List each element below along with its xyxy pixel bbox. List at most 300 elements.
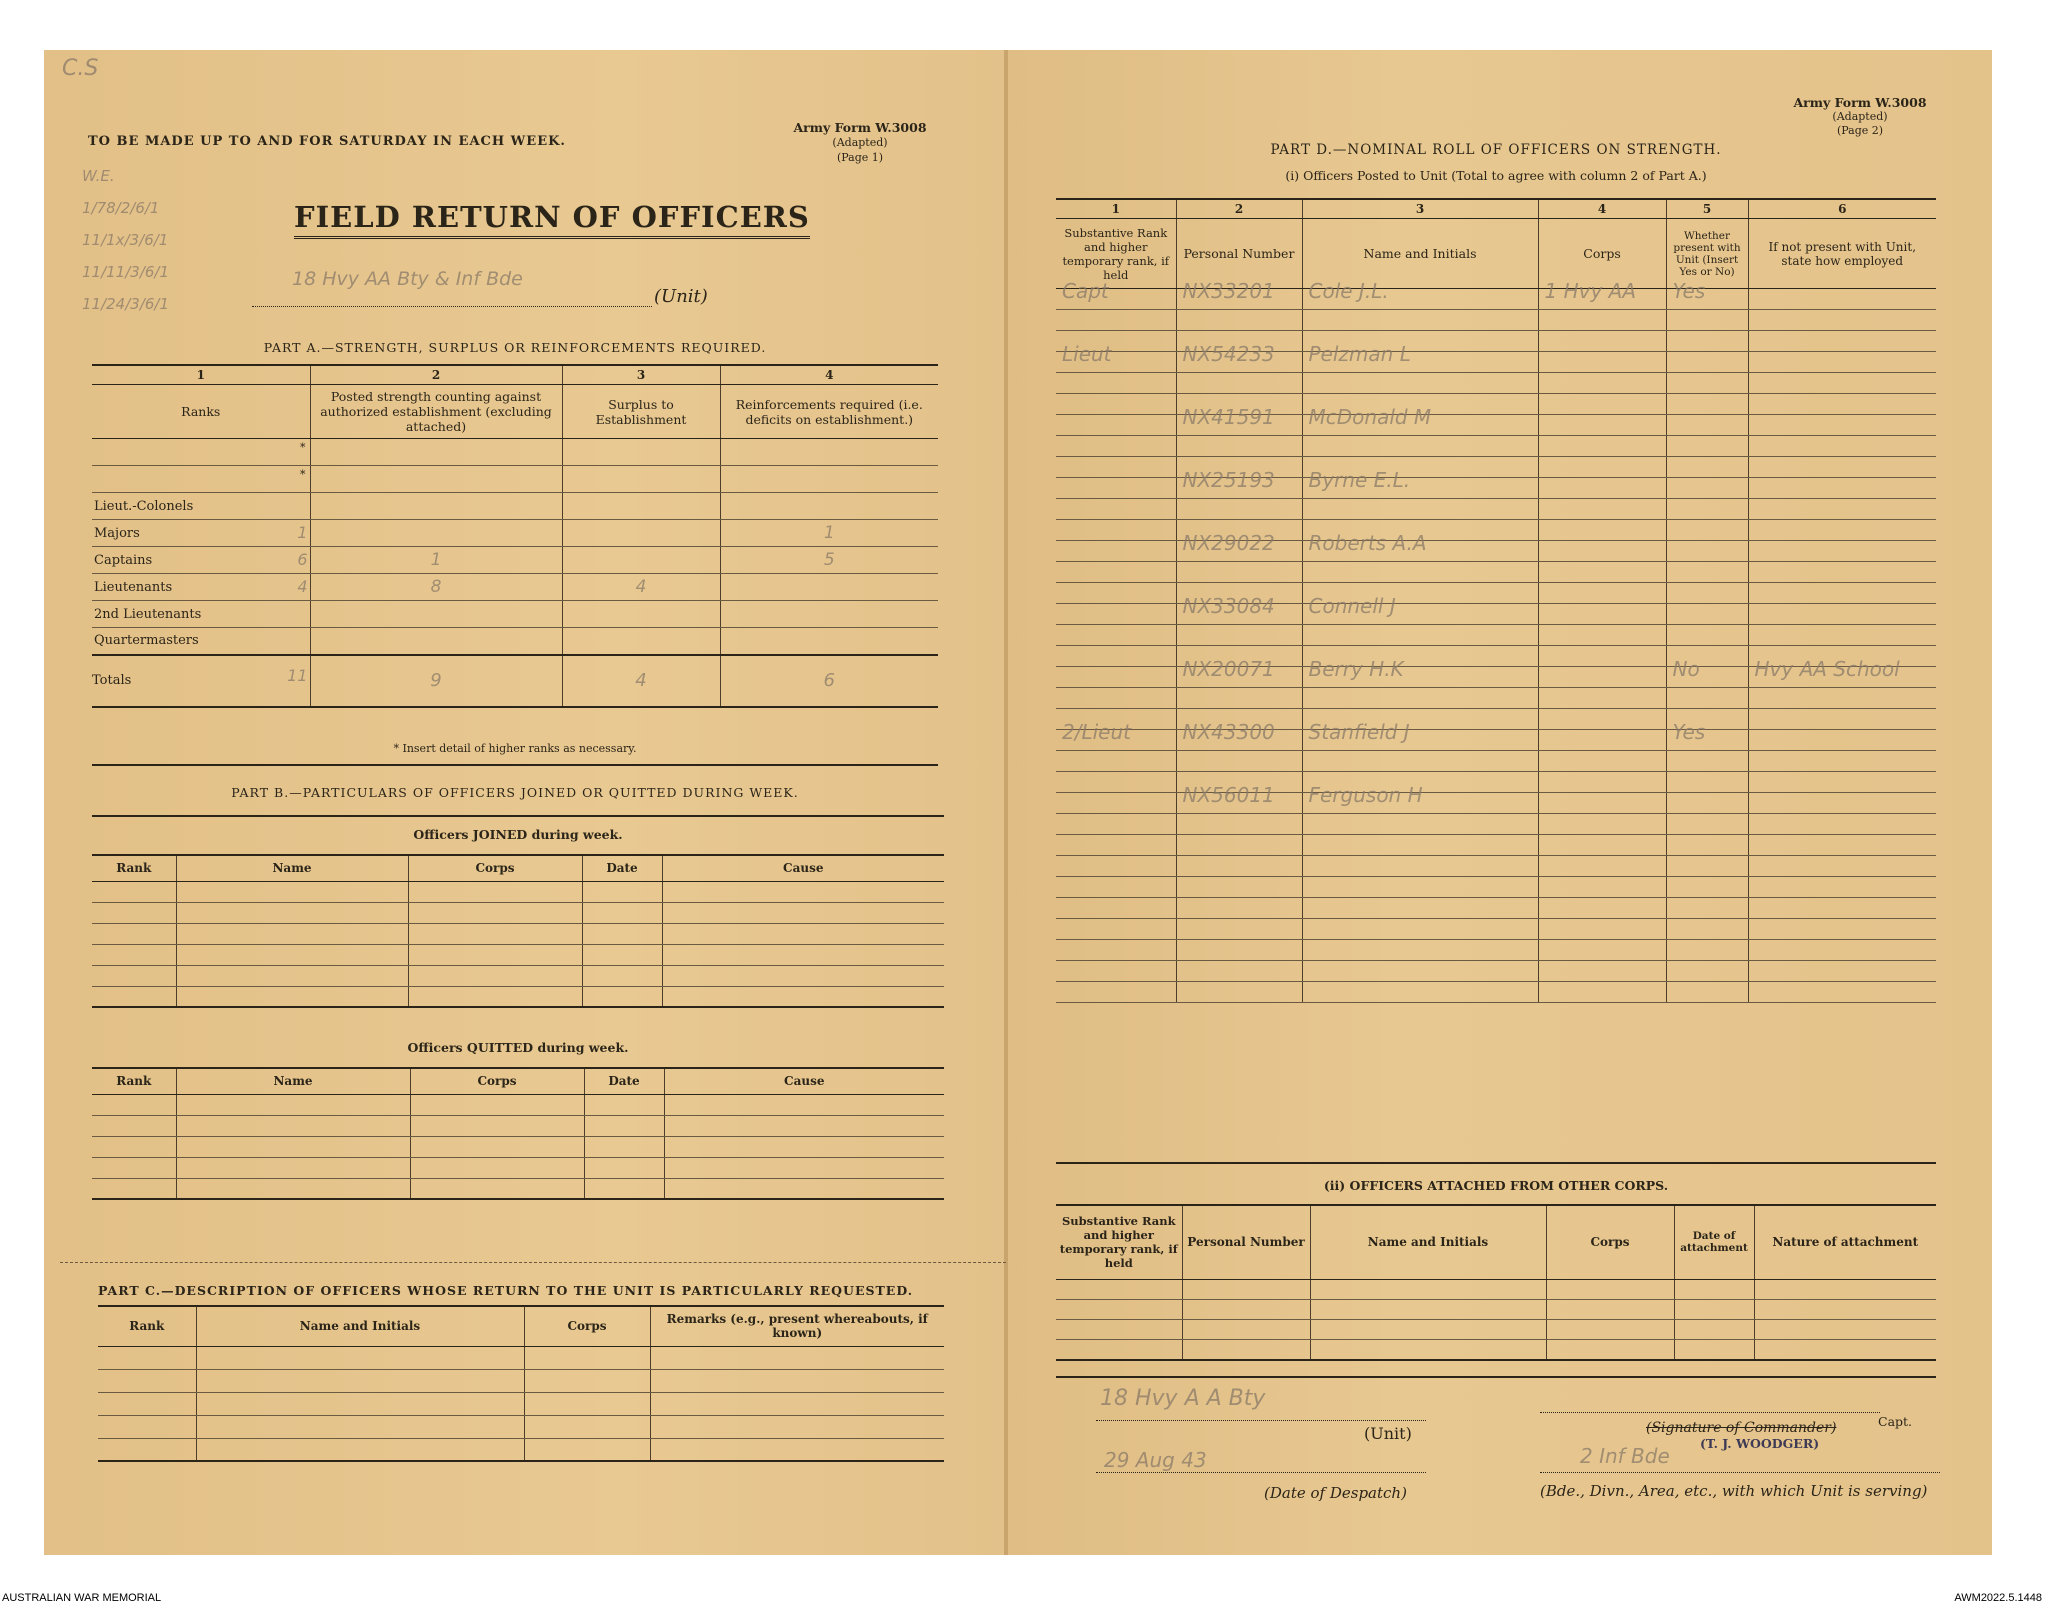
table-cell xyxy=(664,1115,944,1136)
col-header-posted: Posted strength counting against authorized establishment (excluding attached) xyxy=(310,385,562,439)
rank-cell xyxy=(92,493,310,520)
margin-note: W.E. xyxy=(82,167,115,185)
part-b-heading: PART B.—PARTICULARS OF OFFICERS JOINED OR QUITTED DURING WEEK. xyxy=(231,785,799,800)
rank-cell xyxy=(92,466,310,493)
corps-cell xyxy=(1538,688,1666,709)
name-cell xyxy=(1302,531,1538,562)
table-row xyxy=(1056,562,1936,583)
corps-cell xyxy=(1538,877,1666,898)
part-d-ii-table xyxy=(1056,1204,1936,1361)
col-header-name-initials: Name and Initials xyxy=(1302,219,1538,289)
employed-cell xyxy=(1748,625,1936,646)
table-cell xyxy=(196,1369,524,1392)
number-cell xyxy=(1176,835,1302,856)
number-cell xyxy=(1176,310,1302,331)
present-cell xyxy=(1666,688,1748,709)
number-cell xyxy=(1176,562,1302,583)
totals-row xyxy=(92,655,938,707)
present-cell xyxy=(1666,478,1748,499)
table-cell xyxy=(176,1115,410,1136)
corps-cell xyxy=(1538,436,1666,457)
employed-cell xyxy=(1748,877,1936,898)
table-row xyxy=(1056,856,1936,877)
present-cell xyxy=(1666,279,1748,310)
count-cell xyxy=(310,655,562,707)
table-cell xyxy=(1674,1299,1754,1319)
name-cell xyxy=(1302,783,1538,814)
hand-rank: Capt xyxy=(1062,279,1109,303)
form-line1: Army Form W.3008 xyxy=(793,120,927,135)
number-cell xyxy=(1176,531,1302,562)
corps-cell xyxy=(1538,961,1666,982)
quitted-title: Officers QUITTED during week. xyxy=(407,1040,629,1055)
margin-note: 11/24/3/6/1 xyxy=(82,295,170,313)
table-cell xyxy=(524,1346,650,1369)
name-cell xyxy=(1302,751,1538,772)
col-number: 5 xyxy=(1666,199,1748,219)
col-header-nature-attachment: Nature of attachment xyxy=(1754,1205,1936,1279)
rank-cell xyxy=(1056,457,1176,478)
corps-cell xyxy=(1538,793,1666,814)
rank-cell xyxy=(1056,919,1176,940)
count-cell xyxy=(720,520,938,547)
table-row xyxy=(92,574,938,601)
table-cell xyxy=(92,965,176,986)
table-cell xyxy=(584,1115,664,1136)
employed-cell xyxy=(1748,562,1936,583)
table-row xyxy=(1056,982,1936,1003)
employed-cell xyxy=(1748,583,1936,604)
table-cell xyxy=(410,1178,584,1199)
table-row xyxy=(1056,604,1936,625)
count-cell xyxy=(562,493,720,520)
instruction-text: TO BE MADE UP TO AND FOR SATURDAY IN EACH WEEK. xyxy=(88,134,566,149)
unit-handwritten: 18 Hvy AA Bty & Inf Bde xyxy=(292,268,523,290)
hand-count: 1 xyxy=(823,523,835,543)
corps-cell xyxy=(1538,751,1666,772)
table-cell xyxy=(1546,1299,1674,1319)
employed-cell xyxy=(1748,541,1936,562)
present-cell xyxy=(1666,720,1748,751)
hand-number: NX56011 xyxy=(1182,783,1275,807)
table-row xyxy=(92,881,944,902)
number-cell xyxy=(1176,751,1302,772)
col-header-rank: Rank xyxy=(92,1068,176,1094)
rank-cell xyxy=(1056,646,1176,667)
employed-cell xyxy=(1748,919,1936,940)
hand-name: Ferguson H xyxy=(1308,783,1423,807)
hand-name: Cole J.L. xyxy=(1308,279,1389,303)
count-cell xyxy=(562,520,720,547)
employed-cell xyxy=(1748,499,1936,520)
table-cell xyxy=(92,1115,176,1136)
employed-cell xyxy=(1748,352,1936,373)
table-row xyxy=(92,1178,944,1199)
col-header-ranks: Ranks xyxy=(92,385,310,439)
rank-cell xyxy=(1056,394,1176,415)
part-a-heading: PART A.—STRENGTH, SURPLUS OR REINFORCEMENTS REQUIRED. xyxy=(263,340,767,355)
count-cell xyxy=(562,655,720,707)
number-cell xyxy=(1176,594,1302,625)
employed-cell xyxy=(1748,604,1936,625)
table-cell xyxy=(92,902,176,923)
rank-cell xyxy=(1056,310,1176,331)
table-row xyxy=(1056,1339,1936,1360)
rank-label: Lieut.-Colonels xyxy=(94,498,194,514)
number-cell xyxy=(1176,720,1302,751)
employed-cell xyxy=(1748,940,1936,961)
corps-cell xyxy=(1538,541,1666,562)
table-cell xyxy=(92,944,176,965)
count-cell xyxy=(720,439,938,466)
table-cell xyxy=(1182,1299,1310,1319)
table-cell xyxy=(650,1438,944,1461)
table-cell xyxy=(662,923,944,944)
corps-cell xyxy=(1538,457,1666,478)
count-cell xyxy=(720,601,938,628)
number-cell xyxy=(1176,342,1302,373)
table-cell xyxy=(176,923,408,944)
table-cell xyxy=(1310,1319,1546,1339)
employed-cell xyxy=(1748,688,1936,709)
table-row xyxy=(1056,730,1936,751)
table-cell xyxy=(582,986,662,1007)
hand-count: 6 xyxy=(823,670,835,691)
hand-number: NX25193 xyxy=(1182,468,1275,492)
joined-table xyxy=(92,854,944,1008)
hand-rank: Lieut xyxy=(1062,342,1112,366)
rank-cell xyxy=(92,628,310,655)
count-cell xyxy=(720,466,938,493)
present-cell xyxy=(1666,814,1748,835)
number-cell xyxy=(1176,688,1302,709)
table-row xyxy=(1056,877,1936,898)
present-cell xyxy=(1666,982,1748,1003)
table-cell xyxy=(1754,1279,1936,1299)
hand-present: Yes xyxy=(1672,720,1706,744)
number-cell xyxy=(1176,982,1302,1003)
corps-cell xyxy=(1538,646,1666,667)
table-cell xyxy=(98,1369,196,1392)
name-cell xyxy=(1302,657,1538,688)
margin-note: 11/1x/3/6/1 xyxy=(82,231,169,249)
table-cell xyxy=(1182,1279,1310,1299)
table-cell xyxy=(196,1346,524,1369)
part-d-table xyxy=(1056,198,1936,1003)
col-number: 4 xyxy=(1538,199,1666,219)
table-cell xyxy=(1546,1319,1674,1339)
col-header-name: Name xyxy=(176,855,408,881)
col-header-substantive-rank: Substantive Rank and higher temporary rank, if held xyxy=(1056,219,1176,289)
corps-cell xyxy=(1538,352,1666,373)
count-cell xyxy=(310,547,562,574)
form-line2: (Adapted) xyxy=(1832,110,1888,123)
rank-cell xyxy=(1056,856,1176,877)
count-cell xyxy=(720,574,938,601)
hand-corps: 1 Hvy AA xyxy=(1544,279,1637,303)
count-cell xyxy=(310,520,562,547)
rank-cell xyxy=(1056,877,1176,898)
corps-cell xyxy=(1538,394,1666,415)
hand-count: 6 xyxy=(297,550,308,569)
hand-count: 11 xyxy=(287,665,308,685)
count-cell xyxy=(562,466,720,493)
present-cell xyxy=(1666,856,1748,877)
col-header-name-initials: Name and Initials xyxy=(1310,1205,1546,1279)
table-cell xyxy=(1056,1299,1182,1319)
table-row xyxy=(92,1094,944,1115)
table-cell xyxy=(176,1094,410,1115)
table-row xyxy=(1056,1279,1936,1299)
employed-cell xyxy=(1748,730,1936,751)
name-cell xyxy=(1302,594,1538,625)
number-cell xyxy=(1176,405,1302,436)
present-cell xyxy=(1666,520,1748,541)
totals-cell xyxy=(92,655,310,707)
totals-label: Totals xyxy=(92,673,132,688)
hand-name: Pelzman L xyxy=(1308,342,1411,366)
quitted-table xyxy=(92,1067,944,1200)
number-cell xyxy=(1176,436,1302,457)
rank-cell xyxy=(1056,793,1176,814)
employed-cell xyxy=(1748,657,1936,688)
rank-cell xyxy=(1056,814,1176,835)
hand-name: Roberts A.A xyxy=(1308,531,1427,555)
table-cell xyxy=(176,1136,410,1157)
table-cell xyxy=(410,1094,584,1115)
table-cell xyxy=(1056,1319,1182,1339)
table-cell xyxy=(650,1392,944,1415)
table-cell xyxy=(582,881,662,902)
part-d-rows xyxy=(1056,279,1936,1003)
corps-cell xyxy=(1538,940,1666,961)
col-header-date-attachment: Date of attachment xyxy=(1674,1205,1754,1279)
col-number: 2 xyxy=(1176,199,1302,219)
present-cell xyxy=(1666,352,1748,373)
corps-cell xyxy=(1538,331,1666,352)
table-cell xyxy=(582,902,662,923)
rank-cell xyxy=(1056,541,1176,562)
col-number: 4 xyxy=(720,365,938,385)
table-cell xyxy=(1310,1279,1546,1299)
present-cell xyxy=(1666,583,1748,604)
number-cell xyxy=(1176,877,1302,898)
table-cell xyxy=(1674,1279,1754,1299)
table-cell xyxy=(582,923,662,944)
number-cell xyxy=(1176,856,1302,877)
form-number-left xyxy=(780,120,940,165)
rank-cell xyxy=(1056,279,1176,310)
col-header-personal-number: Personal Number xyxy=(1176,219,1302,289)
table-row xyxy=(98,1346,944,1369)
col-header-corps: Corps xyxy=(1546,1205,1674,1279)
name-cell xyxy=(1302,961,1538,982)
rank-cell xyxy=(1056,415,1176,436)
bde-handwritten: 2 Inf Bde xyxy=(1580,1444,1670,1468)
employed-cell xyxy=(1748,415,1936,436)
table-cell xyxy=(176,944,408,965)
count-cell xyxy=(310,574,562,601)
number-cell xyxy=(1176,919,1302,940)
col-number: 2 xyxy=(310,365,562,385)
rank-cell xyxy=(1056,898,1176,919)
table-cell xyxy=(662,881,944,902)
table-cell xyxy=(1546,1339,1674,1360)
hand-count: 4 xyxy=(635,670,647,691)
corps-cell xyxy=(1538,730,1666,751)
table-cell xyxy=(92,1157,176,1178)
page-fold xyxy=(1004,50,1008,1555)
table-row xyxy=(92,944,944,965)
table-cell xyxy=(408,902,582,923)
unit-handwritten-footer: 18 Hvy A A Bty xyxy=(1100,1386,1266,1411)
table-row xyxy=(1056,898,1936,919)
table-cell xyxy=(92,1094,176,1115)
hand-name: Stanfield J xyxy=(1308,720,1410,744)
table-cell xyxy=(582,965,662,986)
table-cell xyxy=(1674,1319,1754,1339)
table-row xyxy=(1056,415,1936,436)
table-row xyxy=(92,923,944,944)
table-cell xyxy=(584,1157,664,1178)
part-c-table xyxy=(98,1305,944,1462)
present-cell xyxy=(1666,772,1748,793)
rank-cell xyxy=(1056,835,1176,856)
col-number: 1 xyxy=(1056,199,1176,219)
hand-count: 5 xyxy=(823,550,835,570)
employed-cell xyxy=(1748,394,1936,415)
count-cell xyxy=(562,601,720,628)
name-cell xyxy=(1302,982,1538,1003)
star-marker: * xyxy=(300,441,306,454)
hand-count: 1 xyxy=(297,523,308,542)
table-cell xyxy=(1754,1299,1936,1319)
name-cell xyxy=(1302,720,1538,751)
form-line3: (Page 1) xyxy=(836,151,884,164)
table-row xyxy=(1056,835,1936,856)
rank-cell xyxy=(92,439,310,466)
rank-cell xyxy=(1056,940,1176,961)
table-cell xyxy=(1754,1339,1936,1360)
table-row xyxy=(1056,814,1936,835)
table-cell xyxy=(92,923,176,944)
count-cell xyxy=(310,601,562,628)
table-cell xyxy=(1182,1339,1310,1360)
table-cell xyxy=(1310,1339,1546,1360)
employed-cell xyxy=(1748,793,1936,814)
employed-cell xyxy=(1748,751,1936,772)
count-cell xyxy=(720,628,938,655)
employed-cell xyxy=(1748,982,1936,1003)
name-cell xyxy=(1302,310,1538,331)
table-cell xyxy=(408,986,582,1007)
number-cell xyxy=(1176,783,1302,814)
employed-cell xyxy=(1748,373,1936,394)
corps-cell xyxy=(1538,898,1666,919)
table-row xyxy=(92,1157,944,1178)
corps-cell xyxy=(1538,279,1666,310)
rank-cell xyxy=(1056,751,1176,772)
signature-line xyxy=(1540,1412,1880,1413)
table-cell xyxy=(92,881,176,902)
name-cell xyxy=(1302,688,1538,709)
hand-number: NX54233 xyxy=(1182,342,1275,366)
rank-cell xyxy=(1056,961,1176,982)
col-header-corps: Corps xyxy=(1538,219,1666,289)
employed-cell xyxy=(1748,457,1936,478)
table-row xyxy=(1056,961,1936,982)
present-cell xyxy=(1666,898,1748,919)
employed-cell xyxy=(1748,436,1936,457)
table-cell xyxy=(584,1178,664,1199)
employed-cell xyxy=(1748,961,1936,982)
employed-cell xyxy=(1748,898,1936,919)
present-cell xyxy=(1666,562,1748,583)
present-cell xyxy=(1666,436,1748,457)
table-cell xyxy=(92,986,176,1007)
table-cell xyxy=(176,986,408,1007)
number-cell xyxy=(1176,657,1302,688)
employed-cell xyxy=(1748,772,1936,793)
name-cell xyxy=(1302,898,1538,919)
table-cell xyxy=(662,965,944,986)
part-c-heading: PART C.—DESCRIPTION OF OFFICERS WHOSE RETURN TO THE UNIT IS PARTICULARLY REQUESTED. xyxy=(98,1283,914,1298)
rank-label: 2nd Lieutenants xyxy=(94,606,202,622)
table-cell xyxy=(408,881,582,902)
present-cell xyxy=(1666,625,1748,646)
unit-dotted-line xyxy=(1096,1420,1426,1421)
table-row xyxy=(92,1136,944,1157)
count-cell xyxy=(562,547,720,574)
present-cell xyxy=(1666,415,1748,436)
table-cell xyxy=(664,1157,944,1178)
employed-cell xyxy=(1748,289,1936,310)
hand-present: Yes xyxy=(1672,279,1706,303)
divider xyxy=(1056,1162,1936,1164)
col-header-reinforcements: Reinforcements required (i.e. deficits on establishment.) xyxy=(720,385,938,439)
corps-cell xyxy=(1538,310,1666,331)
employed-cell xyxy=(1748,478,1936,499)
table-cell xyxy=(524,1392,650,1415)
table-row xyxy=(1056,478,1936,499)
table-cell xyxy=(662,902,944,923)
table-cell xyxy=(1754,1319,1936,1339)
employed-cell xyxy=(1748,814,1936,835)
rank-cell xyxy=(1056,520,1176,541)
rank-cell xyxy=(1056,583,1176,604)
hand-count: 4 xyxy=(635,577,647,597)
form-title: FIELD RETURN OF OFFICERS xyxy=(294,200,810,239)
corps-cell xyxy=(1538,814,1666,835)
table-cell xyxy=(584,1136,664,1157)
table-cell xyxy=(408,965,582,986)
col-number: 3 xyxy=(562,365,720,385)
col-header-present: Whether present with Unit (Insert Yes or No) xyxy=(1666,219,1748,289)
employed-cell xyxy=(1748,331,1936,352)
rank-cell xyxy=(1056,478,1176,499)
hand-count: 4 xyxy=(297,577,308,596)
bde-label: (Bde., Divn., Area, etc., with which Unit is serving) xyxy=(1540,1482,1928,1500)
table-cell xyxy=(650,1415,944,1438)
hand-number: NX43300 xyxy=(1182,720,1275,744)
bde-dotted-line xyxy=(1540,1472,1940,1473)
table-row xyxy=(1056,1299,1936,1319)
corps-cell xyxy=(1538,562,1666,583)
signature-label: (Signature of Commander) xyxy=(1646,1420,1837,1436)
table-row xyxy=(92,902,944,923)
part-a-rows xyxy=(92,439,938,707)
corps-cell xyxy=(1538,835,1666,856)
